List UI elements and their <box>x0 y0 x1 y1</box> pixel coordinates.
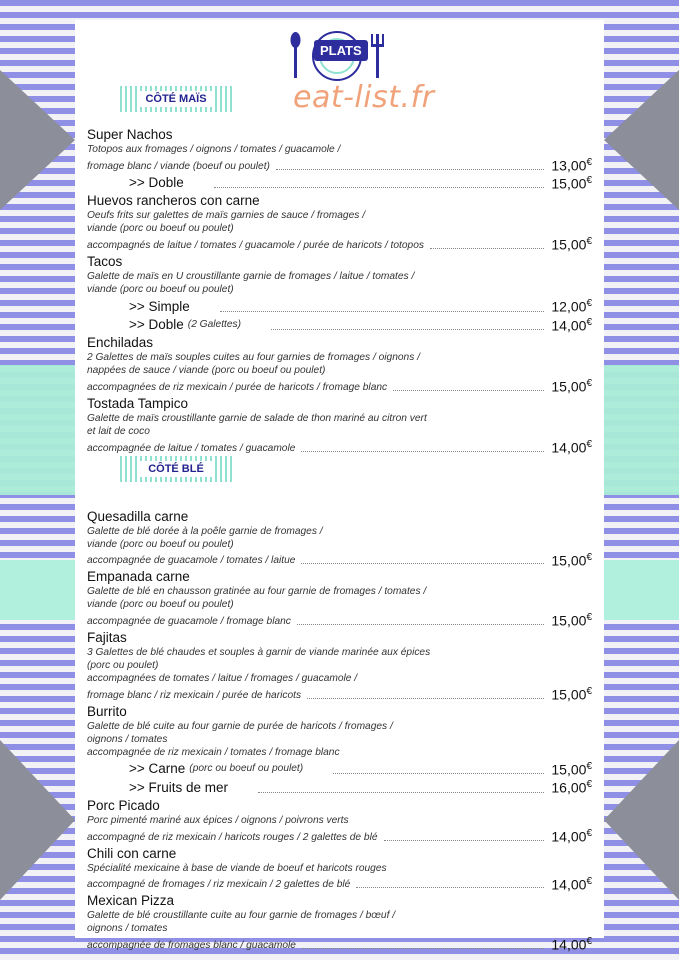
dish-variant <box>87 315 592 334</box>
dotted-leader <box>301 563 544 564</box>
dish-name: Tacos <box>87 253 123 269</box>
dish-name: Porc Picado <box>87 797 160 813</box>
menu-item <box>87 797 592 844</box>
dish-price-line <box>87 611 592 628</box>
decorative-triangle <box>604 70 679 210</box>
dish-description: 2 Galettes de maïs souples cuites au four garnies de fromages / oignons / <box>87 352 420 364</box>
currency-symbol: € <box>586 875 592 887</box>
dish-name: Enchiladas <box>87 335 154 351</box>
dish-description: viande (porc ou boeuf ou poulet) <box>87 538 234 550</box>
dish-description: oignons / tomates <box>87 733 168 745</box>
dish-variant <box>87 296 592 315</box>
decorative-triangle <box>604 740 679 900</box>
menu-item <box>87 192 592 252</box>
dish-description: Galette de blé dorée à la poêle garnie de fromages / <box>87 525 323 537</box>
price: 15,00€ <box>551 378 592 395</box>
brand-watermark: eat-list.fr <box>293 80 435 115</box>
currency-symbol: € <box>586 438 592 450</box>
currency-symbol: € <box>586 685 592 697</box>
price: 14,00€ <box>551 316 592 334</box>
currency-symbol: € <box>586 936 592 948</box>
dish-variant <box>87 759 592 778</box>
mais-dishes <box>87 126 592 455</box>
currency-symbol: € <box>586 779 592 791</box>
dish-description: Totopos aux fromages / oignons / tomates / guacamole / <box>87 144 341 155</box>
dish-description: accompagnée de guacamole / tomates / laitue <box>87 555 296 567</box>
price: 14,00€ <box>551 875 592 893</box>
dish-description: accompagné de fromages / riz mexicain / 2 galettes de blé <box>87 879 351 891</box>
menu-item <box>87 845 592 892</box>
menu-item <box>87 703 592 796</box>
variant-label: >> Doble <box>129 175 184 191</box>
currency-symbol: € <box>586 316 592 328</box>
dish-name: Huevos rancheros con carne <box>87 193 260 209</box>
plats-title: PLATS <box>314 40 368 61</box>
dish-price-line <box>87 235 592 252</box>
dotted-leader <box>384 840 544 841</box>
dish-price-line <box>87 551 592 568</box>
dish-description: Galette de maïs croustillante garnie de salade de thon mariné au citron vert <box>87 412 427 424</box>
dotted-leader <box>301 451 544 452</box>
menu-item <box>87 126 592 191</box>
dish-description: nappées de sauce / viande (porc ou boeuf ou poulet) <box>87 365 326 377</box>
dish-description: accompagnée de fromages blanc / guacamole <box>87 939 296 951</box>
variant-note: (2 Galettes) <box>187 319 242 331</box>
currency-symbol: € <box>586 174 592 186</box>
dish-name: Burrito <box>87 703 127 719</box>
dotted-leader <box>220 311 544 312</box>
section-badge-mais <box>120 86 232 112</box>
currency-symbol: € <box>586 612 592 624</box>
dish-description: viande (porc ou boeuf ou poulet) <box>87 223 234 235</box>
dish-description: Galette de maïs en U croustillante garnie de fromages / laitue / tomates / <box>87 270 415 282</box>
dish-price-line <box>87 827 592 844</box>
dish-description: Oeufs frits sur galettes de maïs garnies de sauce / fromages / <box>87 210 366 222</box>
price: 12,00€ <box>551 297 592 315</box>
dotted-leader <box>271 329 544 330</box>
dish-description: Galette de blé cuite au four garnie de purée de haricots / fromages / <box>87 720 393 732</box>
dish-description: accompagnés de laitue / tomates / guacamole / purée de haricots / totopos <box>87 239 424 251</box>
variant-label: >> Fruits de mer <box>129 779 229 795</box>
decorative-triangle <box>0 740 75 900</box>
dotted-leader <box>276 169 544 170</box>
menu-item <box>87 253 592 333</box>
dotted-leader <box>307 698 544 699</box>
price: 15,00€ <box>551 236 592 253</box>
dish-price-line <box>87 377 592 394</box>
currency-symbol: € <box>586 157 592 168</box>
dish-description: viande (porc ou boeuf ou poulet) <box>87 599 234 611</box>
variant-label: >> Carne <box>129 761 186 777</box>
dish-price-line <box>87 685 592 702</box>
dish-description: Galette de blé en chausson gratinée au four garnie de fromages / tomates / <box>87 586 427 598</box>
menu-item <box>87 568 592 628</box>
dish-description: 3 Galettes de blé chaudes et souples à garnir de viande marinée aux épices <box>87 646 431 658</box>
dish-description: Galette de blé croustillante cuite au four garnie de fromages / bœuf / <box>87 910 396 922</box>
price: 15,00€ <box>551 174 592 192</box>
variant-label: >> Simple <box>129 298 190 314</box>
price: 16,00€ <box>551 779 592 796</box>
section-title-mais: CÔTÉ MAÏS <box>137 91 214 107</box>
dish-name: Chili con carne <box>87 845 177 861</box>
dish-price-line <box>87 156 592 173</box>
decorative-triangle <box>0 70 75 210</box>
dish-description: accompagnées de tomates / laitue / fromages / guacamole / <box>87 672 358 684</box>
menu-item <box>87 334 592 394</box>
dish-price-line <box>87 875 592 892</box>
dish-description: Spécialité mexicaine à base de viande de boeuf et haricots rouges <box>87 862 387 874</box>
dotted-leader <box>297 624 544 625</box>
dish-description: accompagnée de laitue / tomates / guacamole <box>87 442 296 454</box>
menu-list <box>87 126 592 953</box>
dish-description: (porc ou poulet) <box>87 659 159 671</box>
price: 15,00€ <box>551 612 592 629</box>
dotted-leader <box>393 390 544 391</box>
currency-symbol: € <box>586 551 592 563</box>
dish-description: accompagnées de riz mexicain / purée de haricots / fromage blanc <box>87 381 388 393</box>
dish-description: accompagné de riz mexicain / haricots rouges / 2 galettes de blé <box>87 831 378 843</box>
price: 15,00€ <box>551 551 592 569</box>
price: 14,00€ <box>551 936 592 953</box>
dish-price-line <box>87 438 592 455</box>
menu-sheet <box>75 20 604 953</box>
dish-variant <box>87 777 592 796</box>
price: 13,00€ <box>551 157 592 174</box>
currency-symbol: € <box>586 760 592 772</box>
price: 14,00€ <box>551 827 592 845</box>
dish-description: viande (porc ou boeuf ou poulet) <box>87 283 234 295</box>
dotted-leader <box>258 792 544 793</box>
menu-item <box>87 508 592 568</box>
dish-price-line <box>87 935 592 952</box>
dotted-leader <box>356 887 544 888</box>
dotted-leader <box>333 773 544 774</box>
dish-name: Fajitas <box>87 629 127 645</box>
plats-logo <box>280 28 395 88</box>
menu-item <box>87 395 592 455</box>
currency-symbol: € <box>586 378 592 390</box>
dish-variant <box>87 173 592 192</box>
ble-dishes <box>87 508 592 952</box>
currency-symbol: € <box>586 827 592 839</box>
price: 15,00€ <box>551 760 592 778</box>
dish-description: oignons / tomates <box>87 923 168 935</box>
dish-description: accompagnée de riz mexicain / tomates / fromage blanc <box>87 746 340 758</box>
dish-description: fromage blanc / riz mexicain / purée de haricots <box>87 689 302 701</box>
variant-label: >> Doble <box>129 317 184 333</box>
price: 14,00€ <box>551 438 592 456</box>
dish-name: Empanada carne <box>87 569 190 585</box>
section-badge-ble <box>120 456 232 482</box>
dish-name: Super Nachos <box>87 127 173 142</box>
dotted-leader <box>430 248 544 249</box>
dish-description: et lait de coco <box>87 425 150 437</box>
price: 15,00€ <box>551 685 592 703</box>
menu-item <box>87 892 592 952</box>
currency-symbol: € <box>586 297 592 309</box>
dish-name: Mexican Pizza <box>87 893 175 909</box>
variant-note: (porc ou boeuf ou poulet) <box>189 763 304 775</box>
dish-description: accompagnée de guacamole / fromage blanc <box>87 615 291 627</box>
currency-symbol: € <box>586 236 592 248</box>
menu-item <box>87 629 592 702</box>
dish-name: Tostada Tampico <box>87 395 189 411</box>
section-title-ble: CÔTÉ BLÉ <box>140 461 212 477</box>
dotted-leader <box>214 187 544 188</box>
dish-name: Quesadilla carne <box>87 508 189 524</box>
dotted-leader <box>302 948 544 949</box>
dish-description: fromage blanc / viande (boeuf ou poulet) <box>87 160 270 172</box>
dish-description: Porc pimenté mariné aux épices / oignons / poivrons verts <box>87 814 349 826</box>
